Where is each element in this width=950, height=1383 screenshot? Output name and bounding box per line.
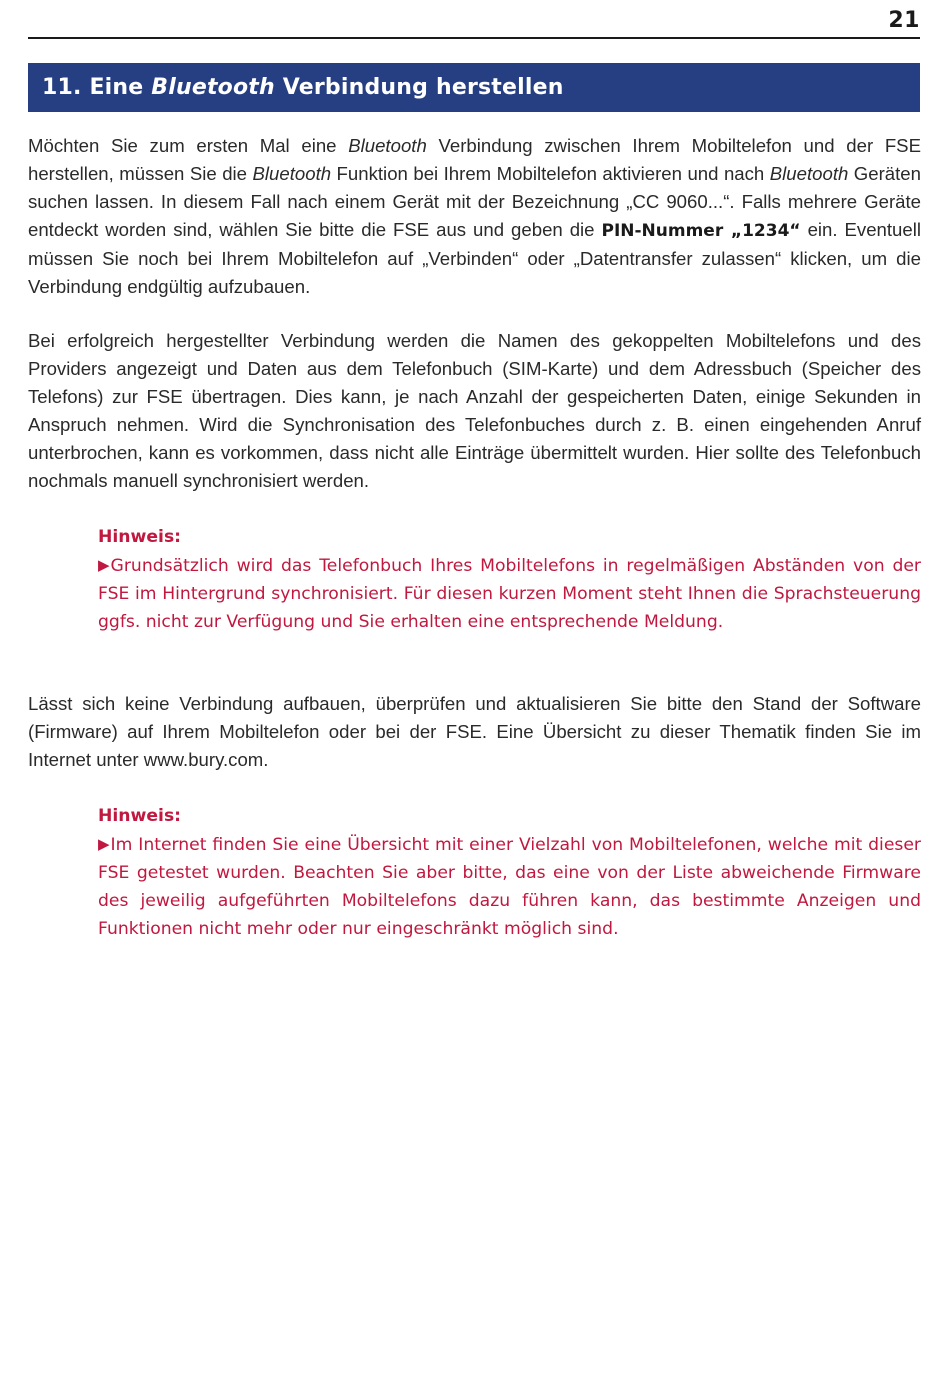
- note-heading: Hinweis:: [98, 527, 182, 547]
- section-title-post: Verbindung herstellen: [282, 75, 564, 100]
- section-number: 11.: [42, 75, 82, 100]
- note-compatibility-list: [98, 802, 921, 943]
- note-text: Im Internet finden Sie eine Übersicht mit einer Vielzahl von Mobiltelefonen, welche mit dieser FSE getestet wurden. Beachten Sie aber bitte, das eine von der Liste abweichende Firmware des jeweilig aufgeführten Mobiltelefons dazu führen kann, das bestimmte Anzeigen und Funktionen nicht mehr oder nur eingeschränkt möglich sind.: [98, 835, 921, 939]
- section-title-bar: [28, 63, 920, 112]
- p1-text-3: Funktion bei Ihrem Mobiltelefon aktivieren und nach: [331, 163, 770, 184]
- section-title-italic: Bluetooth: [151, 75, 275, 100]
- p1-italic-3: Bluetooth: [769, 163, 849, 184]
- paragraph-firmware: Lässt sich keine Verbindung aufbauen, überprüfen und aktualisieren Sie bitte den Stand der Software (Firmware) auf Ihrem Mobiltelefon oder bei der FSE. Eine Übersicht zu dieser Thematik finden Sie im Internet unter www.bury.com.: [28, 693, 921, 770]
- pin-number: PIN-Nummer „1234“: [601, 221, 801, 241]
- p1-italic-2: Bluetooth: [252, 163, 332, 184]
- note-body: [98, 551, 921, 636]
- page-number: 21: [888, 8, 920, 33]
- note-body: [98, 830, 921, 943]
- section-title-pre: Eine: [89, 75, 144, 100]
- p1-text-4: Geräten suchen lassen. In diesem Fall nach einem Gerät mit der Bezeichnung „CC 9060...“. Falls mehrere Geräte entdeckt worden sind, wählen Sie bitte die FSE aus und geben die: [28, 163, 921, 240]
- note-text: Grundsätzlich wird das Telefonbuch Ihres Mobiltelefons in regelmäßigen Abständen von der FSE im Hintergrund synchronisiert. Für diesen kurzen Moment steht Ihnen die Sprachsteuerung ggfs. nicht zur Verfügung und Sie erhalten eine entsprechende Meldung.: [98, 556, 921, 632]
- paragraph-first-connection: [28, 132, 921, 301]
- paragraph-successful-connection: Bei erfolgreich hergestellter Verbindung werden die Namen des gekoppelten Mobiltelefons und des Providers angezeigt und Daten aus dem Telefonbuch (SIM-Karte) und dem Adressbuch (Speicher des Telefons) zur FSE übertragen. Dies kann, je nach Anzahl der gespeicherten Daten, einige Sekunden in Anspruch nehmen. Wird die Synchronisation des Telefonbuches durch z. B. einen eingehenden Anruf unterbrochen, kann es vorkommen, dass nicht alle Einträge übermittelt wurden. Hier sollte des Telefonbuch nochmals manuell synchronisiert werden.: [28, 330, 921, 491]
- header-rule: [28, 37, 920, 39]
- arrow-right-icon: ▶: [98, 556, 110, 574]
- p1-text-1: Möchten Sie zum ersten Mal eine: [28, 135, 349, 156]
- p1-italic-1: Bluetooth: [348, 135, 427, 156]
- p1-text-2: Verbindung zwischen Ihrem Mobiltelefon und der FSE herstellen, müssen Sie die: [28, 135, 921, 184]
- arrow-right-icon: ▶: [98, 835, 110, 853]
- note-heading: Hinweis:: [98, 806, 182, 826]
- note-phonebook-sync: [98, 523, 921, 636]
- section-title: [42, 75, 564, 100]
- p1-text-5: ein. Eventuell müssen Sie noch bei Ihrem Mobiltelefon auf „Verbinden“ oder „Datentransfer zulassen“ klicken, um die Verbindung endgültig aufzubauen.: [28, 219, 921, 297]
